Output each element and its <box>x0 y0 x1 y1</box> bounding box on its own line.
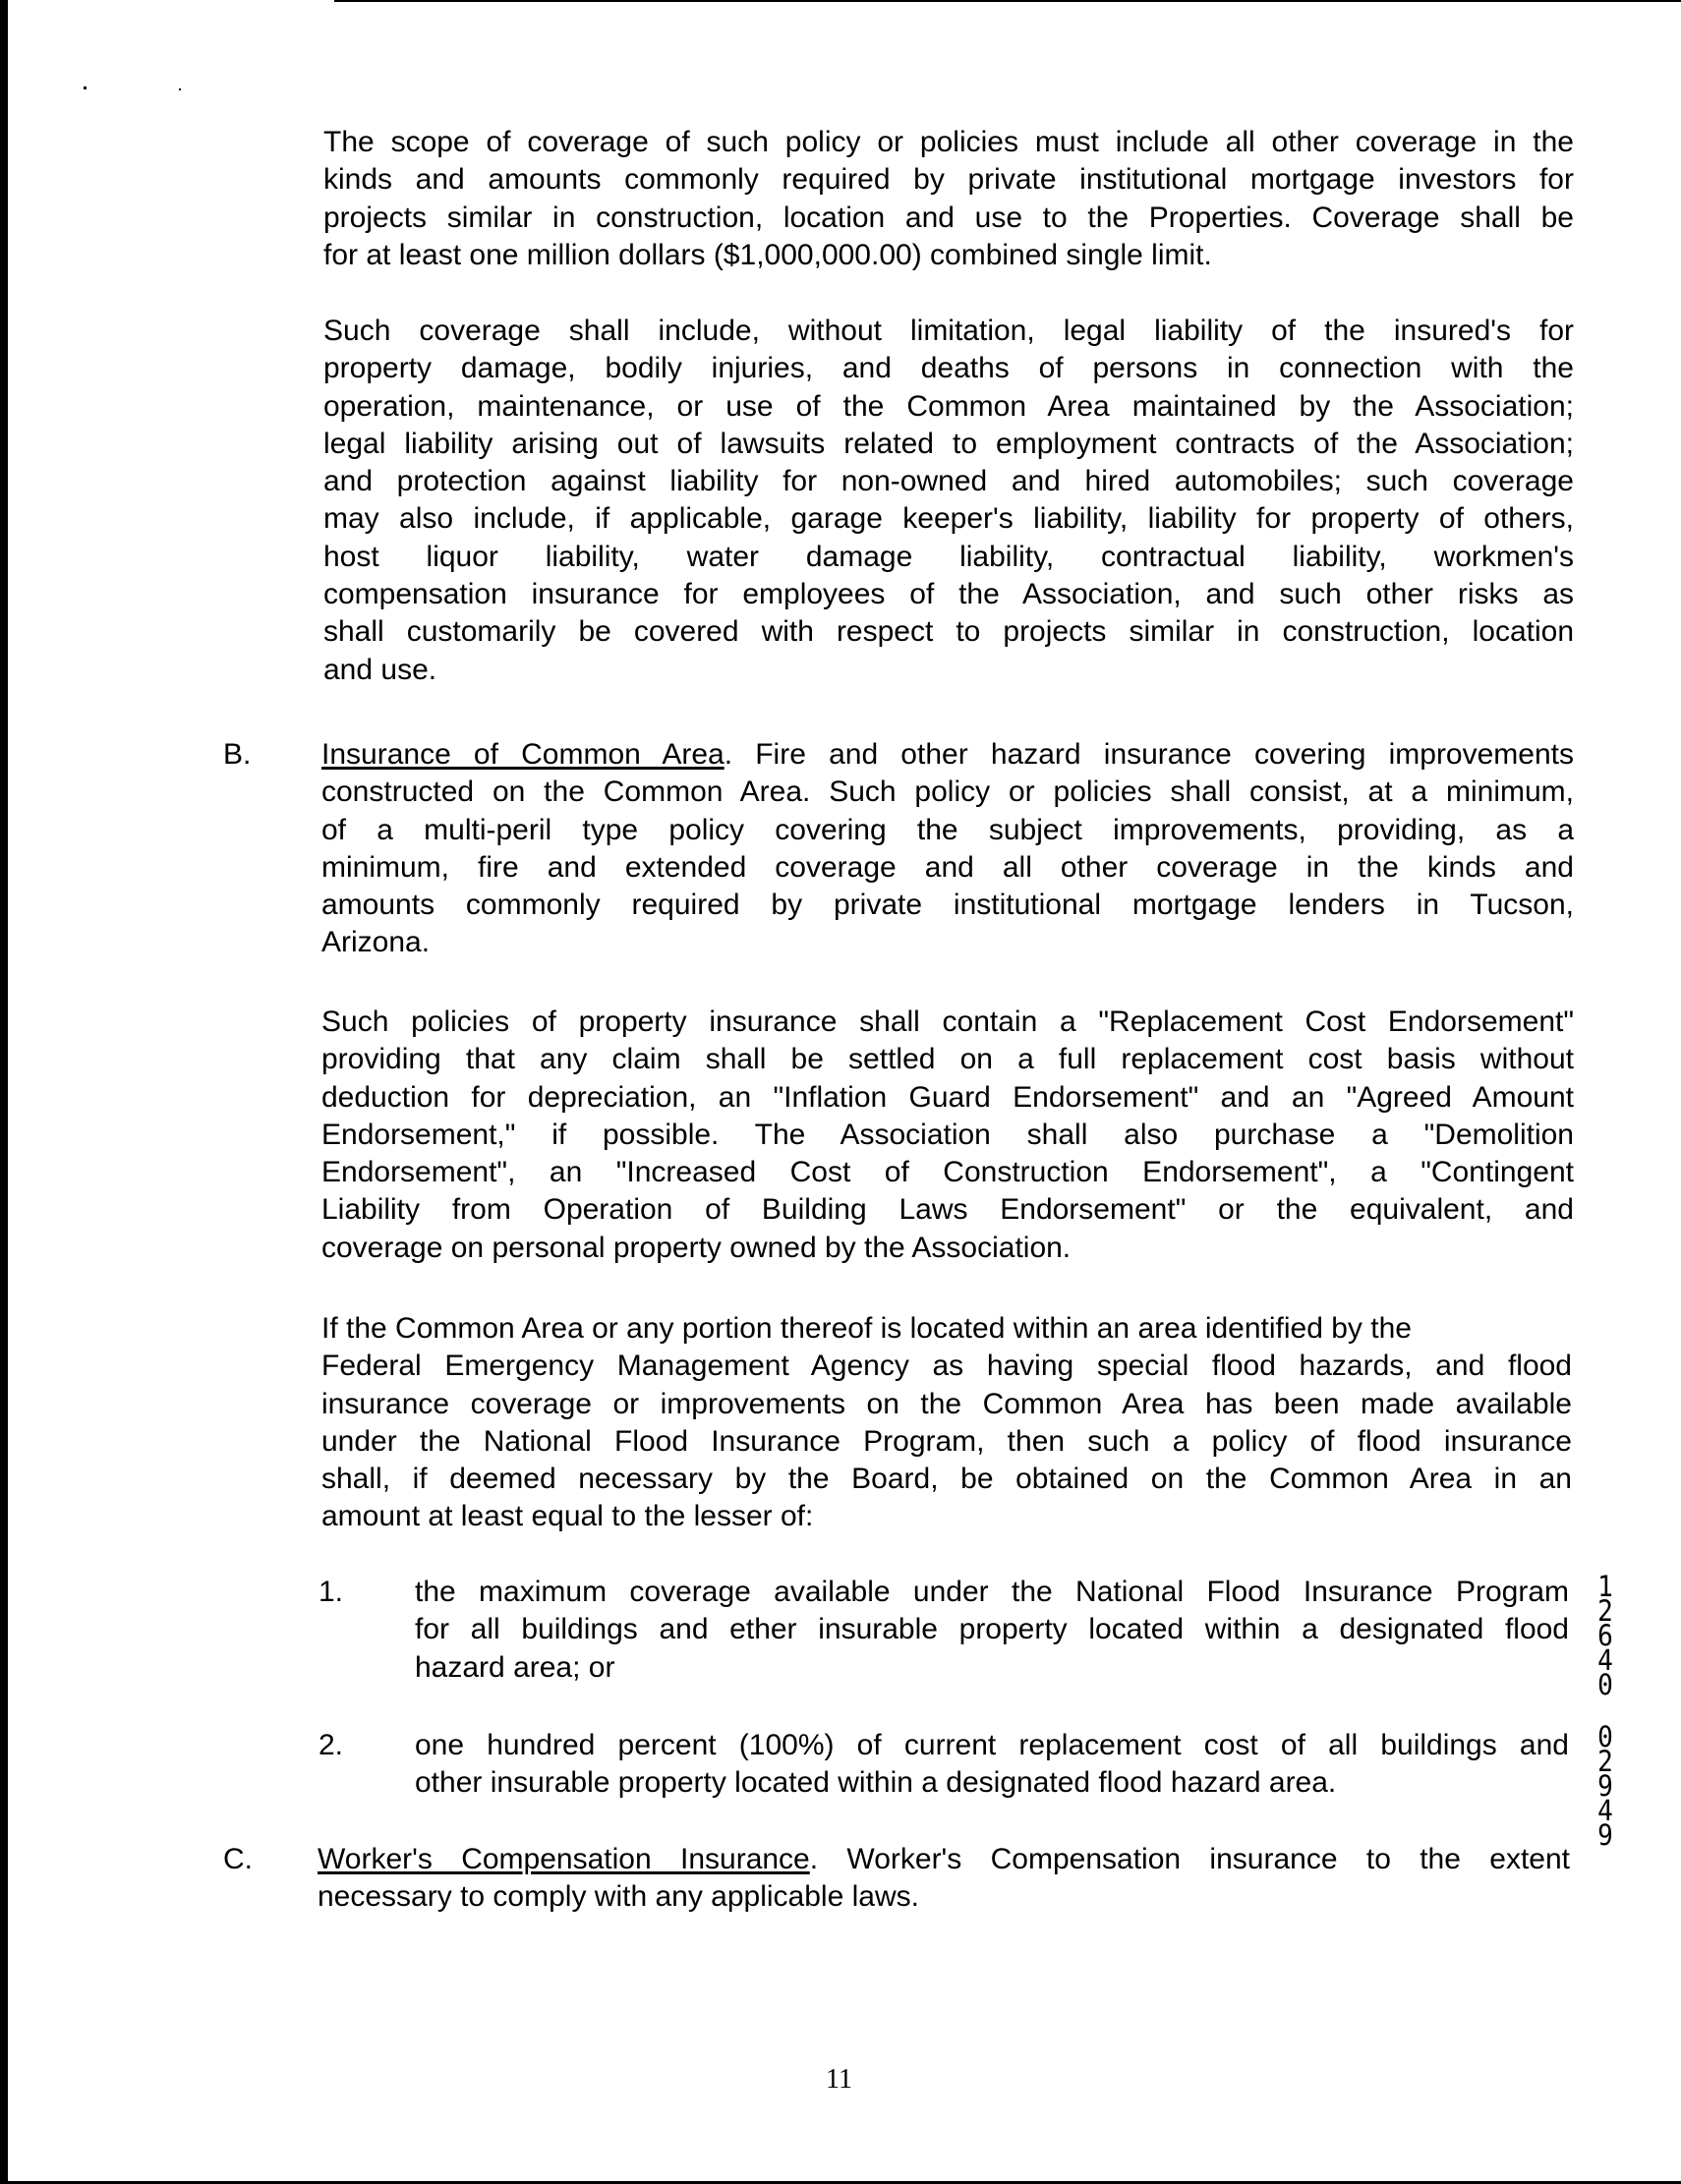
text-line: the maximum coverage available under the National Flood Insurance Program <box>415 1576 1569 1608</box>
stamp-digit: 1 <box>1597 1570 1613 1603</box>
text-line: insurance coverage or improvements on the Common Area has been made available <box>321 1387 1572 1420</box>
stamp-digit: 0 <box>1597 1720 1613 1753</box>
side-stamp-number-2 <box>1593 1720 1619 1852</box>
text-line: projects similar in construction, location and use to the Properties. Coverage shall be <box>323 201 1574 234</box>
list-item-2-number: 2. <box>319 1729 344 1761</box>
paragraph-property-insurance-endorsements <box>321 1004 1574 1267</box>
stamp-digit: 4 <box>1597 1643 1613 1677</box>
text-line: Liability from Operation of Building Laws Endorsement" or the equivalent, and <box>321 1193 1574 1227</box>
text-line: providing that any claim shall be settled on a full replacement cost basis without <box>321 1043 1574 1076</box>
section-c-first-line <box>318 1841 1570 1878</box>
text-line: shall, if deemed necessary by the Board, be obtained on the Common Area in an <box>321 1463 1572 1496</box>
paragraph-scope-of-coverage <box>323 124 1574 274</box>
scan-speck <box>84 86 87 89</box>
text-line: shall customarily be covered with respect to projects similar in construction, location <box>323 615 1574 649</box>
text-line: Endorsement," if possible. The Association shall also purchase a "Demolition <box>321 1118 1574 1151</box>
list-item-1-number: 1. <box>319 1576 344 1608</box>
page-number: 11 <box>826 2064 852 2095</box>
text-line: of a multi-peril type policy covering the subject improvements, providing, as a <box>321 813 1574 846</box>
text-line: kinds and amounts commonly required by private institutional mortgage investors for <box>323 163 1574 197</box>
stamp-digit: 9 <box>1597 1818 1613 1852</box>
text-line: host liquor liability, water damage liability, contractual liability, workmen's <box>323 540 1574 573</box>
text-line: legal liability arising out of lawsuits related to employment contracts of the Association; <box>323 427 1574 460</box>
section-c-label: C. <box>223 1843 253 1875</box>
text-line: amount at least equal to the lesser of: <box>321 1500 814 1533</box>
text-line: and use. <box>323 653 437 686</box>
section-c-body <box>318 1878 1570 1916</box>
text-line: The scope of coverage of such policy or policies must include all other coverage in the <box>323 126 1574 158</box>
paragraph-flood-insurance <box>321 1310 1572 1536</box>
stamp-digit: 2 <box>1597 1745 1613 1778</box>
list-item-1 <box>415 1574 1569 1687</box>
text-line: amounts commonly required by private institutional mortgage lenders in Tucson, <box>321 889 1574 922</box>
stamp-digit: 4 <box>1597 1794 1613 1827</box>
text-line: If the Common Area or any portion thereof is located within an area identified by the <box>321 1312 1412 1345</box>
text-line: operation, maintenance, or use of the Common Area maintained by the Association; <box>323 389 1574 423</box>
text-line: deduction for depreciation, an "Inflation Guard Endorsement" and an "Agreed Amount <box>321 1080 1574 1114</box>
paragraph-liability-coverage <box>323 313 1574 689</box>
text-line: under the National Flood Insurance Program, then such a policy of flood insurance <box>321 1424 1572 1458</box>
text-line: and protection against liability for non-owned and hired automobiles; such coverage <box>323 465 1574 498</box>
text-line: other insurable property located within a designated flood hazard area. <box>415 1766 1337 1800</box>
text-line: property damage, bodily injuries, and deaths of persons in connection with the <box>323 352 1574 385</box>
scan-border-top <box>334 0 1681 2</box>
text-line: hazard area; or <box>415 1650 615 1684</box>
text-line: for all buildings and ether insurable property located within a designated flood <box>415 1613 1569 1646</box>
side-stamp-number-1 <box>1593 1570 1619 1701</box>
section-c-heading: Worker's Compensation Insurance <box>318 1843 810 1875</box>
stamp-digit: 9 <box>1597 1769 1613 1803</box>
section-b-insurance-of-common-area <box>321 736 1574 962</box>
stamp-digit: 2 <box>1597 1594 1613 1628</box>
stamp-digit: 6 <box>1597 1619 1613 1652</box>
text-line: for at least one million dollars ($1,000,000.00) combined single limit. <box>323 238 1212 271</box>
section-b-label: B. <box>223 738 252 771</box>
text-line: Such coverage shall include, without limitation, legal liability of the insured's for <box>323 315 1574 347</box>
text-line: one hundred percent (100%) of current replacement cost of all buildings and <box>415 1729 1569 1761</box>
scan-speck <box>179 88 181 90</box>
text-line: necessary to comply with any applicable laws. <box>318 1880 919 1914</box>
text-line: coverage on personal property owned by the Association. <box>321 1231 1072 1264</box>
text-line: Arizona. <box>321 926 431 959</box>
text-line: minimum, fire and extended coverage and all other coverage in the kinds and <box>321 850 1574 884</box>
text-line: may also include, if applicable, garage keeper's liability, liability for property of others, <box>323 502 1574 536</box>
text-line: compensation insurance for employees of the Association, and such other risks as <box>323 578 1574 611</box>
scan-border-left <box>0 0 8 2184</box>
section-b-first-line <box>321 736 1574 774</box>
list-item-2 <box>415 1727 1569 1803</box>
text-line: constructed on the Common Area. Such policy or policies shall consist, at a minimum, <box>321 776 1574 809</box>
text-line: Federal Emergency Management Agency as having special flood hazards, and flood <box>321 1350 1572 1383</box>
stamp-digit: 0 <box>1597 1668 1613 1701</box>
section-b-first-line-text: . Fire and other hazard insurance covering improvements <box>724 738 1574 771</box>
text-line: Endorsement", an "Increased Cost of Construction Endorsement", a "Contingent <box>321 1156 1574 1189</box>
section-b-heading: Insurance of Common Area <box>321 738 725 771</box>
section-c-first-line-text: . Worker's Compensation insurance to the extent <box>809 1843 1570 1875</box>
section-b-body <box>321 774 1574 961</box>
section-c-workers-compensation <box>318 1841 1570 1917</box>
text-line: Such policies of property insurance shall contain a "Replacement Cost Endorsement" <box>321 1006 1574 1038</box>
